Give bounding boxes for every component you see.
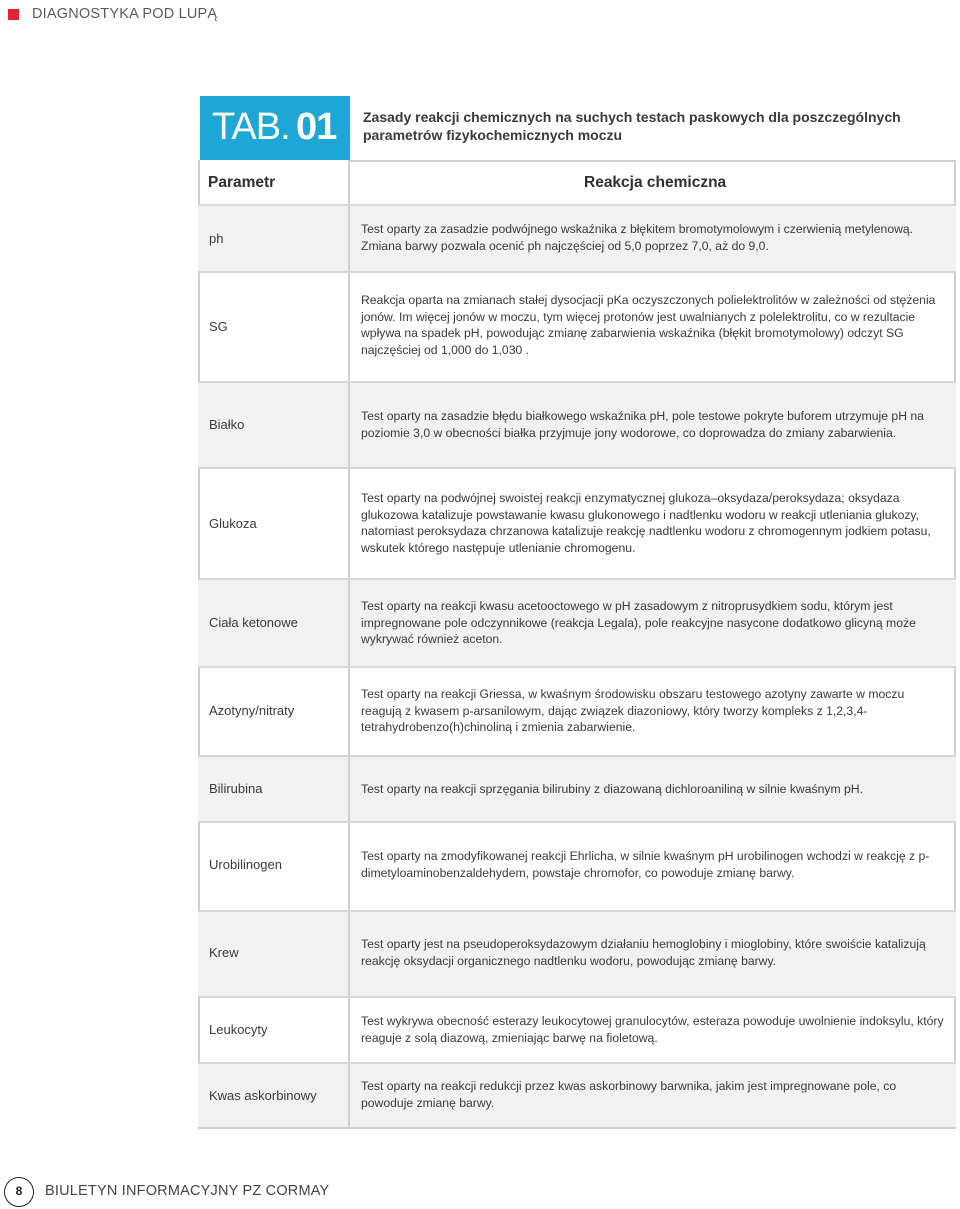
page-header [0,0,960,30]
table-row [198,1062,956,1127]
table-row [198,821,956,910]
reaction-text: Test oparty jest na pseudoperoksydazowym działaniu hemoglobiny i mioglobiny, które swoiście katalizują reakcję oksydacji organicznego nadtlenku wodoru, powodując zmianę barwy. [361,937,926,968]
table-badge [200,96,350,160]
reaction-text: Test oparty na zasadzie błędu białkowego wskaźnika pH, pole testowe pokryte buforem utrzymuje pH na poziomie 3,0 w obecności białka przyjmuje jony wodorowe, co doprowadza do zmiany zabarwienia. [361,409,924,440]
table-badge-label: TAB. [212,106,290,148]
table-row [198,381,956,467]
reaction-text: Test wykrywa obecność esterazy leukocytowej granulocytów, esteraza powoduje uwolnienie indoksylu, który reaguje z solą diazową, zmieniając barwę na fioletową. [361,1014,944,1045]
red-square-icon [8,9,19,20]
param-name: Urobilinogen [209,857,282,872]
header-top-line [350,160,956,162]
section-title: DIAGNOSTYKA POD LUPĄ [32,6,218,22]
table-title: Zasady reakcji chemicznych na suchych testach paskowych dla poszczególnych parametrów fizykochemicznych moczu [363,109,901,143]
param-name: Azotyny/nitraty [209,703,295,718]
column-header-reaction: Reakcja chemiczna [584,174,727,191]
table-badge-number: 01 [296,106,337,148]
param-name: Bilirubina [209,781,263,796]
reaction-text: Test oparty za zasadzie podwójnego wskaźnika z błękitem bromotymolowym i czerwienią metylenową. Zmiana barwy pozwala ocenić ph najczęściej od 5,0 poprzez 7,0, aż do 9,0. [361,222,914,253]
footer-title: BIULETYN INFORMACYJNY PZ CORMAY [45,1183,330,1199]
reaction-text: Test oparty na reakcji sprzęgania bilirubiny z diazowaną dichloroaniliną w silnie kwaśnym pH. [361,782,863,796]
param-name: Leukocyty [209,1022,268,1037]
table-row [198,271,956,381]
param-name: Kwas askorbinowy [209,1088,317,1103]
reaction-text: Reakcja oparta na zmianach stałej dysocjacji pKa oczyszczonych polielektrolitów w zależności od stężenia jonów. Im więcej jonów w moczu, tym więcej protonów jest uwalnianych z polelektrolitu, co w rezultacie wpływa na spadek pH, powodując zmianę zabarwienia wskaźnika (błękit bromotymolowy) odczyt SG najczęściej od 1,000 do 1,030 . [361,293,936,357]
param-name: Krew [209,945,239,960]
param-name: Białko [209,417,245,432]
reaction-text: Test oparty na reakcji Griessa, w kwaśnym środowisku obszaru testowego azotyny zawarte w moczu reagują z kwasem p-arsanilowym, dając związek diazoniowy, który tworzy kompleks z 1,2,3,4-tetrahydrobenzo(h)chinoliną i zmienia zabarwienie. [361,687,905,734]
table-row [198,755,956,821]
reaction-text: Test oparty na reakcji redukcji przez kwas askorbinowy barwnika, jakim jest impregnowane pole, co powoduje zmianę barwy. [361,1079,897,1110]
table-row [198,467,956,578]
param-name: ph [209,231,224,246]
table-row [198,204,956,271]
reaction-text: Test oparty na podwójnej swoistej reakcji enzymatycznej glukoza–oksydaza/peroksydaza; oksydaza glukozowa katalizuje powstawanie kwasu glukonowego i nadtlenku wodoru w reakcji utleniania glukozy, natomiast peroksydaza chrzanowa katalizuje reakcję nadtlenku wodoru z chromogennym jodkiem potasu, wskutek którego następuje utlenianie chromogenu. [361,491,931,555]
table-row [198,996,956,1062]
param-name: Ciała ketonowe [209,615,298,630]
reaction-text: Test oparty na reakcji kwasu acetooctowego w pH zasadowym z nitroprusydkiem sodu, którym jest impregnowane pole odczynnikowe (reakcja Legala), pole reakcyjne nasycone dodatkowo glicyną może wykrywać również aceton. [361,599,916,646]
page-number: 8 [4,1177,34,1207]
table-row [198,578,956,666]
param-name: SG [209,319,228,334]
reaction-text: Test oparty na zmodyfikowanej reakcji Ehrlicha, w silnie kwaśnym pH urobilinogen wchodzi w reakcję z p-dimetyloaminobenzaldehydem, powstaje chromofor, co powoduje zmianę barwy. [361,849,930,880]
table-row [198,666,956,755]
table-row [198,910,956,996]
column-header-parameter: Parametr [208,174,276,191]
param-name: Glukoza [209,516,257,531]
